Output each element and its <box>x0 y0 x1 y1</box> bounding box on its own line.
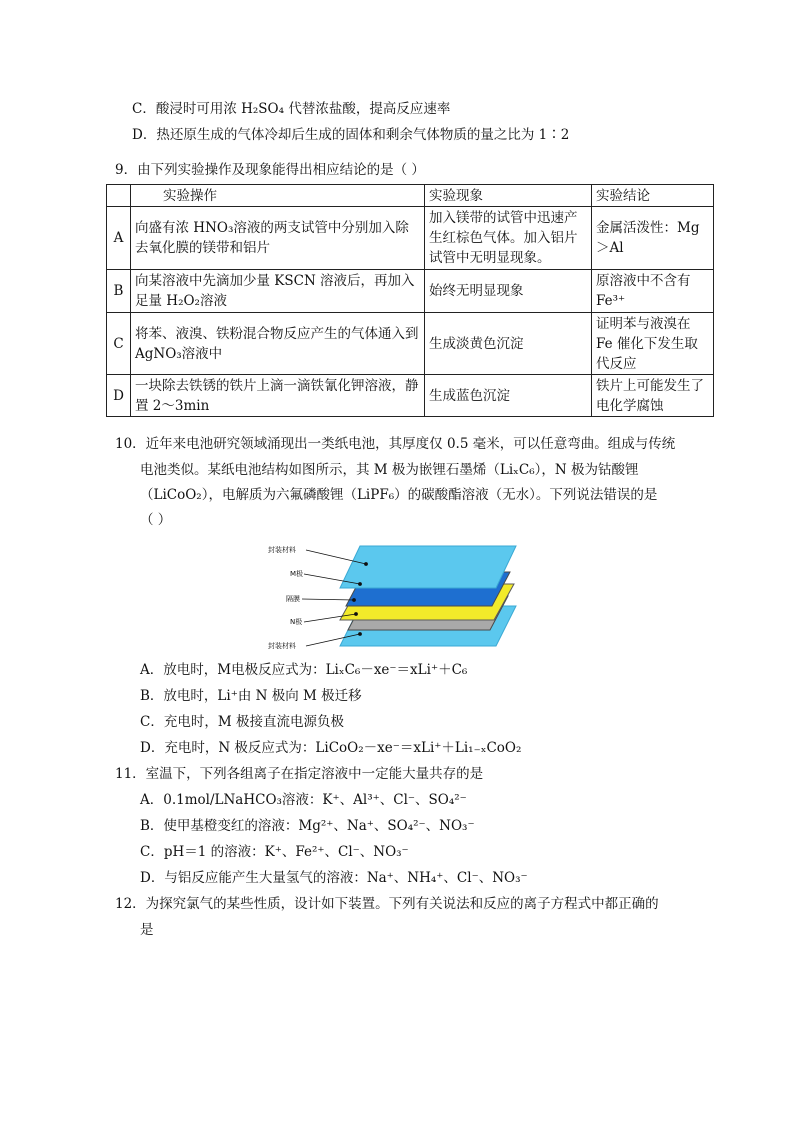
leader-dot <box>359 583 362 586</box>
q10-stem-line1: 10．近年来电池研究领域涌现出一类纸电池，其厚度仅 0.5 毫米，可以任意弯曲。组成与传统 <box>115 436 676 452</box>
row-phenomenon: 始终无明显现象 <box>425 270 592 313</box>
label-m-electrode: M极 <box>290 570 304 578</box>
q8-option-d: D．热还原生成的气体冷却后生成的固体和剩余气体物质的量之比为 1∶2 <box>132 127 570 143</box>
q10-stem-line2: 电池类似。某纸电池结构如图所示，其 M 极为嵌锂石墨烯（LiₓC₆），N 极为钴酸锂 <box>140 462 639 478</box>
row-conclusion: 证明苯与液溴在 Fe 催化下发生取代反应 <box>592 313 714 375</box>
row-phenomenon: 生成蓝色沉淀 <box>425 375 592 417</box>
q11-stem: 11．室温下，下列各组离子在指定溶液中一定能大量共存的是 <box>115 766 484 782</box>
q10-stem-line3: （LiCoO₂），电解质为六氟磷酸锂（LiPF₆）的碳酸酯溶液（无水）。下列说法错误的是 <box>140 487 658 503</box>
label-n-electrode: N极 <box>290 618 303 626</box>
leader-dot <box>353 599 356 602</box>
q11-option-a: A．0.1mol/LNaHCO₃溶液：K⁺、Al³⁺、Cl⁻、SO₄²⁻ <box>140 792 467 808</box>
table-header-blank <box>107 185 131 207</box>
table-header-row <box>107 185 714 207</box>
row-label: A <box>107 207 131 270</box>
table-row <box>107 207 714 270</box>
row-label: C <box>107 313 131 375</box>
leader-dot <box>355 613 358 616</box>
leader-line <box>302 599 354 600</box>
row-label: D <box>107 375 131 417</box>
row-conclusion: 铁片上可能发生了电化学腐蚀 <box>592 375 714 417</box>
q8-option-c: C．酸浸时可用浓 H₂SO₄ 代替浓盐酸，提高反应速率 <box>132 101 451 117</box>
q12-stem-line2: 是 <box>140 922 154 938</box>
paper-battery-figure <box>268 538 528 658</box>
q10-option-a: A．放电时，M电极反应式为：LiₓC₆－xe⁻＝xLi⁺＋C₆ <box>140 662 468 678</box>
layer-m-packaging <box>340 546 516 588</box>
row-phenomenon: 加入镁带的试管中迅速产生红棕色气体。加入铝片试管中无明显现象。 <box>425 207 592 270</box>
row-operation: 向某溶液中先滴加少量 KSCN 溶液后，再加入足量 H₂O₂溶液 <box>131 270 425 313</box>
row-operation: 向盛有浓 HNO₃溶液的两支试管中分别加入除去氧化膜的镁带和铝片 <box>131 207 425 270</box>
table-header-phenomenon: 实验现象 <box>425 185 592 207</box>
q9-stem: 9．由下列实验操作及现象能得出相应结论的是（ ） <box>115 162 425 178</box>
q10-stem-line4: （ ） <box>140 512 172 528</box>
q10-option-d: D．充电时，N 极反应式为：LiCoO₂－xe⁻＝xLi⁺＋Li₁₋ₓCoO₂ <box>140 740 522 756</box>
label-packaging-bottom: 封装材料 <box>268 642 296 650</box>
q11-option-b: B．使甲基橙变红的溶液：Mg²⁺、Na⁺、SO₄²⁻、NO₃⁻ <box>140 818 475 834</box>
table-row <box>107 313 714 375</box>
q11-option-c: C．pH＝1 的溶液：K⁺、Fe²⁺、Cl⁻、NO₃⁻ <box>140 844 409 860</box>
leader-dot <box>365 563 368 566</box>
q12-stem-line1: 12．为探究氯气的某些性质，设计如下装置。下列有关说法和反应的离子方程式中都正确的 <box>115 896 659 912</box>
table-row <box>107 375 714 417</box>
q9-table <box>106 184 714 417</box>
label-separator: 隔膜 <box>286 595 300 603</box>
table-row <box>107 270 714 313</box>
row-phenomenon: 生成淡黄色沉淀 <box>425 313 592 375</box>
q11-option-d: D．与铝反应能产生大量氢气的溶液：Na⁺、NH₄⁺、Cl⁻、NO₃⁻ <box>140 870 528 886</box>
label-packaging-top: 封装材料 <box>268 546 296 554</box>
row-conclusion: 金属活泼性：Mg＞Al <box>592 207 714 270</box>
leader-dot <box>359 633 362 636</box>
row-operation: 将苯、液溴、铁粉混合物反应产生的气体通入到 AgNO₃溶液中 <box>131 313 425 375</box>
table-header-operation: 实验操作 <box>131 185 425 207</box>
row-label: B <box>107 270 131 313</box>
row-conclusion: 原溶液中不含有 Fe³⁺ <box>592 270 714 313</box>
row-operation: 一块除去铁锈的铁片上滴一滴铁氰化钾溶液，静置 2～3min <box>131 375 425 417</box>
q10-option-c: C．充电时，M 极接直流电源负极 <box>140 714 344 730</box>
table-header-conclusion: 实验结论 <box>592 185 714 207</box>
q10-option-b: B．放电时，Li⁺由 N 极向 M 极迁移 <box>140 688 362 704</box>
